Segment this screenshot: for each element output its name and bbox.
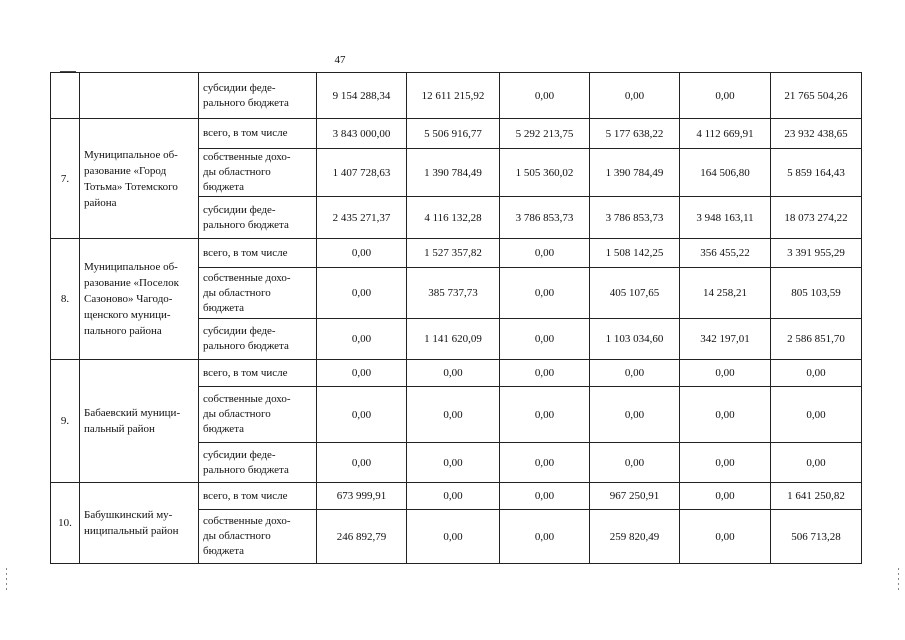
amount-value: 3 786 853,73: [500, 197, 590, 239]
total-value: 1 641 250,82: [771, 483, 862, 510]
funding-type: собственные дохо- ды областного бюджета: [199, 387, 317, 443]
amount-value: 0,00: [500, 73, 590, 119]
amount-value: 0,00: [680, 360, 771, 387]
total-value: 0,00: [771, 387, 862, 443]
funding-type: субсидии феде- рального бюджета: [199, 319, 317, 360]
row-number: 9.: [51, 360, 80, 483]
amount-value: 0,00: [680, 387, 771, 443]
funding-type: собственные дохо- ды областного бюджета: [199, 510, 317, 564]
amount-value: 0,00: [590, 360, 680, 387]
total-value: 506 713,28: [771, 510, 862, 564]
amount-value: 356 455,22: [680, 239, 771, 268]
amount-value: 967 250,91: [590, 483, 680, 510]
amount-value: 0,00: [317, 387, 407, 443]
total-value: 2 586 851,70: [771, 319, 862, 360]
amount-value: 0,00: [500, 387, 590, 443]
row-number: 7.: [51, 119, 80, 239]
amount-value: 1 407 728,63: [317, 149, 407, 197]
row-number: [51, 73, 80, 119]
amount-value: 1 390 784,49: [590, 149, 680, 197]
amount-value: 0,00: [680, 73, 771, 119]
page-number: 47: [334, 54, 346, 66]
total-value: 0,00: [771, 443, 862, 483]
amount-value: 259 820,49: [590, 510, 680, 564]
amount-value: 1 508 142,25: [590, 239, 680, 268]
table-row: [51, 73, 862, 119]
amount-value: 3 948 163,11: [680, 197, 771, 239]
table-row: [51, 360, 862, 387]
amount-value: 0,00: [407, 443, 500, 483]
amount-value: 0,00: [500, 268, 590, 319]
funding-type: собственные дохо- ды областного бюджета: [199, 268, 317, 319]
amount-value: 1 527 357,82: [407, 239, 500, 268]
funding-type: всего, в том числе: [199, 483, 317, 510]
amount-value: 0,00: [407, 360, 500, 387]
amount-value: 1 141 620,09: [407, 319, 500, 360]
total-value: 3 391 955,29: [771, 239, 862, 268]
funding-type: собственные дохо- ды областного бюджета: [199, 149, 317, 197]
amount-value: 2 435 271,37: [317, 197, 407, 239]
amount-value: 342 197,01: [680, 319, 771, 360]
total-value: 805 103,59: [771, 268, 862, 319]
amount-value: 3 786 853,73: [590, 197, 680, 239]
total-value: 18 073 274,22: [771, 197, 862, 239]
funding-type: субсидии феде- рального бюджета: [199, 73, 317, 119]
amount-value: 0,00: [407, 510, 500, 564]
amount-value: 12 611 215,92: [407, 73, 500, 119]
table-body: [51, 73, 862, 564]
total-value: 23 932 438,65: [771, 119, 862, 149]
total-value: 0,00: [771, 360, 862, 387]
amount-value: 1 390 784,49: [407, 149, 500, 197]
amount-value: 0,00: [407, 387, 500, 443]
amount-value: 0,00: [680, 443, 771, 483]
amount-value: 0,00: [407, 483, 500, 510]
amount-value: 0,00: [317, 239, 407, 268]
amount-value: 5 506 916,77: [407, 119, 500, 149]
amount-value: 14 258,21: [680, 268, 771, 319]
row-number: 10.: [51, 483, 80, 564]
funding-type: субсидии феде- рального бюджета: [199, 443, 317, 483]
municipality-name: Муниципальное об- разование «Город Тотьма» Тотемского района: [80, 119, 199, 239]
amount-value: 4 112 669,91: [680, 119, 771, 149]
amount-value: 246 892,79: [317, 510, 407, 564]
amount-value: 0,00: [317, 443, 407, 483]
funding-type: субсидии феде- рального бюджета: [199, 197, 317, 239]
table-row: [51, 239, 862, 268]
amount-value: 5 177 638,22: [590, 119, 680, 149]
amount-value: 5 292 213,75: [500, 119, 590, 149]
amount-value: 1 505 360,02: [500, 149, 590, 197]
amount-value: 673 999,91: [317, 483, 407, 510]
amount-value: 0,00: [590, 387, 680, 443]
margin-mark-right: [898, 568, 899, 590]
municipality-name: Бабаевский муници- пальный район: [80, 360, 199, 483]
amount-value: 4 116 132,28: [407, 197, 500, 239]
amount-value: 0,00: [500, 360, 590, 387]
amount-value: 385 737,73: [407, 268, 500, 319]
amount-value: 0,00: [317, 360, 407, 387]
budget-table: [50, 72, 862, 564]
municipality-name: Бабушкинский му- ниципальный район: [80, 483, 199, 564]
margin-mark-left: [6, 568, 7, 590]
amount-value: 0,00: [590, 443, 680, 483]
amount-value: 0,00: [500, 510, 590, 564]
amount-value: 0,00: [500, 319, 590, 360]
amount-value: 405 107,65: [590, 268, 680, 319]
amount-value: 0,00: [500, 483, 590, 510]
funding-type: всего, в том числе: [199, 239, 317, 268]
amount-value: 0,00: [500, 239, 590, 268]
funding-type: всего, в том числе: [199, 119, 317, 149]
amount-value: 0,00: [500, 443, 590, 483]
table-row: [51, 483, 862, 510]
amount-value: 0,00: [680, 483, 771, 510]
funding-type: всего, в том числе: [199, 360, 317, 387]
table-row: [51, 119, 862, 149]
amount-value: 0,00: [590, 73, 680, 119]
municipality-name: [80, 73, 199, 119]
row-number: 8.: [51, 239, 80, 360]
municipality-name: Муниципальное об- разование «Поселок Сазоново» Чагодо- щенского муници- пального района: [80, 239, 199, 360]
amount-value: 0,00: [680, 510, 771, 564]
amount-value: 0,00: [317, 319, 407, 360]
amount-value: 9 154 288,34: [317, 73, 407, 119]
amount-value: 164 506,80: [680, 149, 771, 197]
total-value: 21 765 504,26: [771, 73, 862, 119]
amount-value: 3 843 000,00: [317, 119, 407, 149]
total-value: 5 859 164,43: [771, 149, 862, 197]
amount-value: 0,00: [317, 268, 407, 319]
amount-value: 1 103 034,60: [590, 319, 680, 360]
